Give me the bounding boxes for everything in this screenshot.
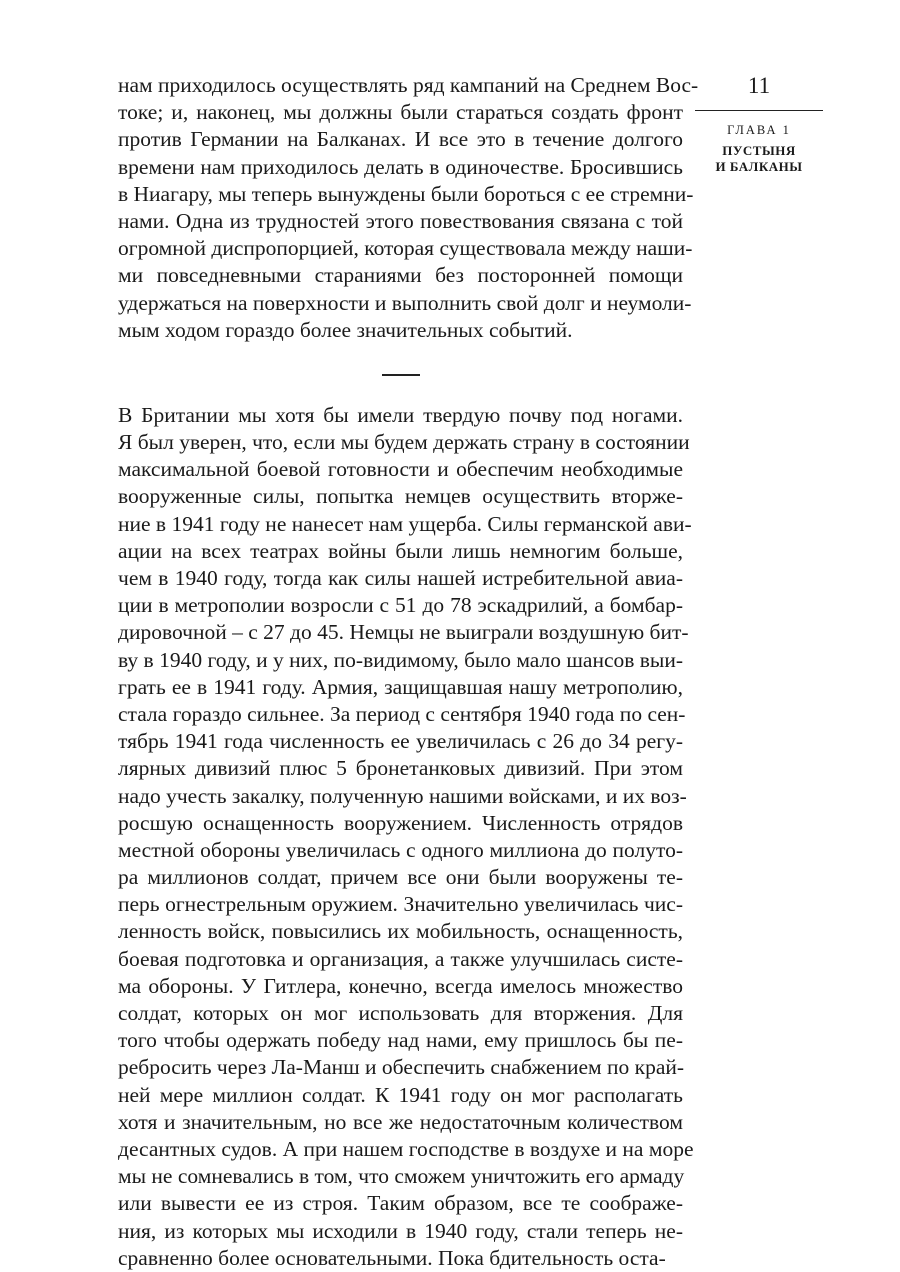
text-line: мы не сомневались в том, что сможем уничтожить его армаду <box>118 1164 685 1189</box>
text-line: ней мере миллион солдат. К 1941 году он мог располагать <box>118 1082 683 1107</box>
chapter-title-line: ПУСТЫНЯ <box>722 143 796 158</box>
text-line: удержаться на поверхности и выполнить свой долг и неумоли- <box>118 290 692 315</box>
section-divider <box>382 374 420 376</box>
chapter-title <box>695 143 823 175</box>
text-line: против Германии на Балканах. И все это в течение долгого <box>118 127 683 152</box>
text-line: ву в 1940 году, и у них, по-видимому, было мало шансов выи- <box>118 647 684 672</box>
paragraph-2 <box>118 402 694 1272</box>
text-line: ра миллионов солдат, причем все они были вооружены те- <box>118 865 683 890</box>
chapter-title-line: И БАЛКАНЫ <box>715 159 803 174</box>
text-line: надо учесть закалку, полученную нашими войсками, и их воз- <box>118 783 687 808</box>
margin-rule <box>695 110 823 111</box>
text-line: ленность войск, повысились их мобильность, оснащенность, <box>118 919 683 944</box>
paragraph-1 <box>118 72 699 344</box>
text-line: или вывести ее из строя. Таким образом, все те соображе- <box>118 1191 683 1216</box>
text-line: вооруженные силы, попытка немцев осуществить вторже- <box>118 484 683 509</box>
text-line: боевая подготовка и организация, а также улучшилась систе- <box>118 946 683 971</box>
text-line: В Британии мы хотя бы имели твердую почву под ногами. <box>118 402 683 427</box>
text-line: ма обороны. У Гитлера, конечно, всегда имелось множество <box>118 973 683 998</box>
text-line: лярных дивизий плюс 5 бронетанковых дивизий. При этом <box>118 756 683 781</box>
margin-header <box>695 72 823 175</box>
text-line: тябрь 1941 года численность ее увеличилась с 26 до 34 регу- <box>118 729 683 754</box>
text-line: дировочной – с 27 до 45. Немцы не выиграли воздушную бит- <box>118 620 689 645</box>
text-line: грать ее в 1941 году. Армия, защищавшая нашу метрополию, <box>118 674 683 699</box>
text-line: нами. Одна из трудностей этого повествования связана с той <box>118 208 683 233</box>
text-line: ния, из которых мы исходили в 1940 году, стали теперь не- <box>118 1218 683 1243</box>
chapter-label: ГЛАВА 1 <box>727 123 791 137</box>
text-line: стала гораздо сильнее. За период с сентября 1940 года по сен- <box>118 701 686 726</box>
text-line: росшую оснащенность вооружением. Численность отрядов <box>118 810 683 835</box>
text-line: чем в 1940 году, тогда как силы нашей истребительной авиа- <box>118 566 683 590</box>
text-line: того чтобы одержать победу над нами, ему пришлось бы пе- <box>118 1028 683 1053</box>
text-line: ации на всех театрах войны были лишь немногим больше, <box>118 538 683 563</box>
text-line: максимальной боевой готовности и обеспечим необходимые <box>118 457 683 482</box>
body-text <box>118 72 699 1272</box>
text-line: солдат, которых он мог использовать для вторжения. Для <box>118 1001 683 1025</box>
text-line: хотя и значительным, но все же недостаточным количеством <box>118 1109 683 1134</box>
text-line: ции в метрополии возросли с 51 до 78 эскадрилий, а бомбар- <box>118 593 683 618</box>
page-number: 11 <box>747 73 771 98</box>
text-line: Я был уверен, что, если мы будем держать страну в состоянии <box>118 430 690 455</box>
text-line: десантных судов. А при нашем господстве в воздухе и на море <box>118 1136 694 1161</box>
text-line: мым ходом гораздо более значительных событий. <box>118 317 573 342</box>
text-line: ребросить через Ла-Манш и обеспечить снабжением по край- <box>118 1055 685 1080</box>
text-line: ние в 1941 году не нанесет нам ущерба. Силы германской ави- <box>118 511 692 536</box>
text-line: в Ниагару, мы теперь вынуждены были бороться с ее стремни- <box>118 181 694 206</box>
text-line: перь огнестрельным оружием. Значительно увеличилась чис- <box>118 892 683 917</box>
text-line: сравненно более основательными. Пока бдительность оста- <box>118 1245 666 1270</box>
text-line: нам приходилось осуществлять ряд кампаний на Среднем Вос- <box>118 73 699 97</box>
text-line: ми повседневными стараниями без посторонней помощи <box>118 263 683 288</box>
text-line: времени нам приходилось делать в одиночестве. Бросившись <box>118 154 683 179</box>
text-line: огромной диспропорцией, которая существовала между наши- <box>118 236 693 261</box>
text-line: токе; и, наконец, мы должны были стараться создать фронт <box>118 100 683 125</box>
text-line: местной обороны увеличилась с одного миллиона до полуто- <box>118 837 683 862</box>
